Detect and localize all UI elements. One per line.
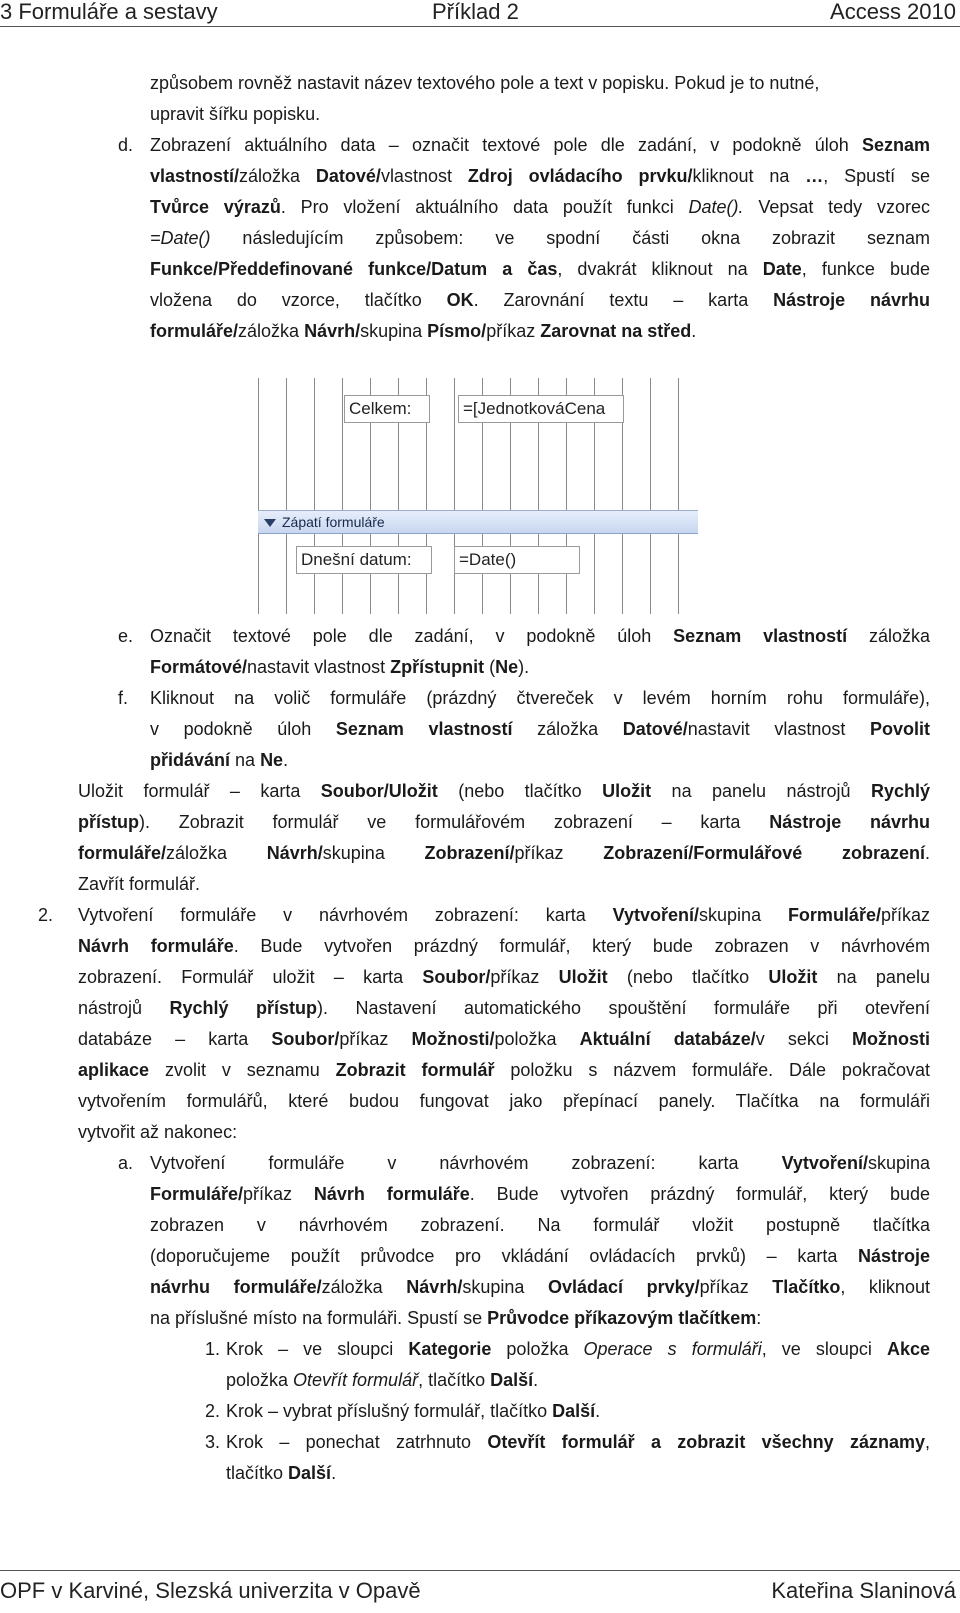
para-c-line-1: způsobem rovněž nastavit název textového pole a text v popisku. Pokud je to nutné, (150, 73, 820, 93)
item-2a-line-2: Formuláře/příkaz Návrh formuláře. Bude vytvořen prázdný formulář, který bude (150, 1184, 930, 1204)
item-2-line-2: Návrh formuláře. Bude vytvořen prázdný formulář, který bude zobrazen v návrhovém (78, 936, 930, 956)
item-2-line-6: aplikace zvolit v seznamu Zobrazit formulář položku s názvem formuláře. Dále pokračovat (78, 1060, 930, 1080)
item-2a-line-1: Vytvoření formuláře v návrhovém zobrazení: karta Vytvoření/skupina (150, 1153, 930, 1173)
grid-line (678, 378, 679, 614)
form-design-screenshot (258, 378, 698, 614)
form-footer-section-bar[interactable] (258, 510, 698, 534)
save-para-line-2: přístup). Zobrazit formulář ve formulářovém zobrazení – karta Nástroje návrhu (78, 812, 930, 832)
grid-line (314, 378, 315, 614)
grid-line (258, 378, 259, 614)
item-d-line-3: Tvůrce výrazů. Pro vložení aktuálního data použít funkci Date(). Vepsat tedy vzorec (150, 197, 930, 217)
item-2a-line-5: návrhu formuláře/záložka Návrh/skupina Ovládací prvky/příkaz Tlačítko, kliknout (150, 1277, 930, 1297)
textbox-today[interactable]: =Date() (454, 546, 580, 574)
save-para-line-4: Zavřít formulář. (78, 874, 201, 894)
step-3-line-2: tlačítko Další. (226, 1463, 337, 1483)
grid-line (454, 378, 455, 614)
item-2-line-8: vytvořit až nakonec: (78, 1122, 238, 1142)
step-marker-2: 2. (205, 1401, 221, 1421)
item-e-line-1: Označit textové pole dle zadání, v podokně úloh Seznam vlastností záložka (150, 626, 930, 646)
item-2-line-7: vytvořením formulářů, které budou fungovat jako přepínací panely. Tlačítka na formuláři (78, 1091, 930, 1111)
item-d-line-7: formuláře/záložka Návrh/skupina Písmo/příkaz Zarovnat na střed. (150, 321, 697, 341)
para-c-line-2: upravit šířku popisku. (150, 104, 321, 124)
item-e-line-2: Formátové/nastavit vlastnost Zpřístupnit (Ne). (150, 657, 530, 677)
list-marker-f: f. (118, 688, 129, 708)
item-d-line-4: =Date() následujícím způsobem: ve spodní části okna zobrazit seznam (150, 228, 930, 248)
step-1-line-2: položka Otevřít formulář, tlačítko Další. (226, 1370, 539, 1390)
label-total[interactable]: Celkem: (344, 395, 430, 423)
item-d-line-6: vložena do vzorce, tlačítko OK. Zarovnání textu – karta Nástroje návrhu (150, 290, 930, 310)
label-today[interactable]: Dnešní datum: (296, 546, 432, 574)
header-example: Příklad 2 (432, 0, 519, 24)
item-2-line-3: zobrazení. Formulář uložit – karta Soubor/příkaz Uložit (nebo tlačítko Uložit na panelu (78, 967, 930, 987)
save-para-line-1: Uložit formulář – karta Soubor/Uložit (nebo tlačítko Uložit na panelu nástrojů Rychlý (78, 781, 930, 801)
header-chapter: 3 Formuláře a sestavy (0, 0, 218, 24)
item-2a-line-6: na příslušné místo na formuláři. Spustí se Průvodce příkazovým tlačítkem: (150, 1308, 762, 1328)
page-header (0, 0, 960, 27)
list-marker-d: d. (118, 135, 134, 155)
page-footer (0, 1570, 960, 1611)
step-3-line-1: Krok – ponechat zatrhnuto Otevřít formulář a zobrazit všechny záznamy, (226, 1432, 931, 1452)
grid-line (650, 378, 651, 614)
item-2a-line-4: (doporučujeme použít průvodce pro vkládání ovládacích prvků) – karta Nástroje (150, 1246, 930, 1266)
item-2-line-5: databáze – karta Soubor/příkaz Možnosti/položka Aktuální databáze/v sekci Možnosti (78, 1029, 930, 1049)
list-marker-2a: a. (118, 1153, 134, 1173)
textbox-total[interactable]: =[JednotkováCena (458, 395, 624, 423)
item-f-line-2: v podokně úloh Seznam vlastností záložka Datové/nastavit vlastnost Povolit (150, 719, 930, 739)
item-2-line-4: nástrojů Rychlý přístup). Nastavení automatického spouštění formuláře při otevření (78, 998, 930, 1018)
list-marker-2: 2. (38, 905, 54, 925)
footer-author: Kateřina Slaninová (771, 1578, 956, 1603)
save-para-line-3: formuláře/záložka Návrh/skupina Zobrazení/příkaz Zobrazení/Formulářové zobrazení. (78, 843, 930, 863)
item-d-line-2: vlastností/záložka Datové/vlastnost Zdroj ovládacího prvku/kliknout na …, Spustí se (150, 166, 930, 186)
item-2a-line-3: zobrazen v návrhovém zobrazení. Na formulář vložit postupně tlačítka (150, 1215, 930, 1235)
step-2-line-1: Krok – vybrat příslušný formulář, tlačítko Další. (226, 1401, 601, 1421)
footer-institution: OPF v Karviné, Slezská univerzita v Opavě (0, 1578, 421, 1603)
item-d-line-1: Zobrazení aktuálního data – označit textové pole dle zadání, v podokně úloh Seznam (150, 135, 930, 155)
step-1-line-1: Krok – ve sloupci Kategorie položka Operace s formuláři, ve sloupci Akce (226, 1339, 930, 1359)
list-marker-e: e. (118, 626, 134, 646)
grid-line (342, 378, 343, 614)
item-2-line-1: Vytvoření formuláře v návrhovém zobrazení: karta Vytvoření/skupina Formuláře/příkaz (78, 905, 930, 925)
header-product: Access 2010 (830, 0, 956, 24)
grid-line (286, 378, 287, 614)
step-marker-3: 3. (205, 1432, 221, 1452)
item-f-line-3: přidávání na Ne. (150, 750, 289, 770)
step-marker-1: 1. (205, 1339, 221, 1359)
item-d-line-5: Funkce/Předdefinované funkce/Datum a čas, dvakrát kliknout na Date, funkce bude (150, 259, 930, 279)
section-arrow-icon (264, 519, 276, 527)
item-f-line-1: Kliknout na volič formuláře (prázdný čtvereček v levém horním rohu formuláře), (150, 688, 930, 708)
form-footer-section-label: Zápatí formuláře (282, 514, 385, 530)
